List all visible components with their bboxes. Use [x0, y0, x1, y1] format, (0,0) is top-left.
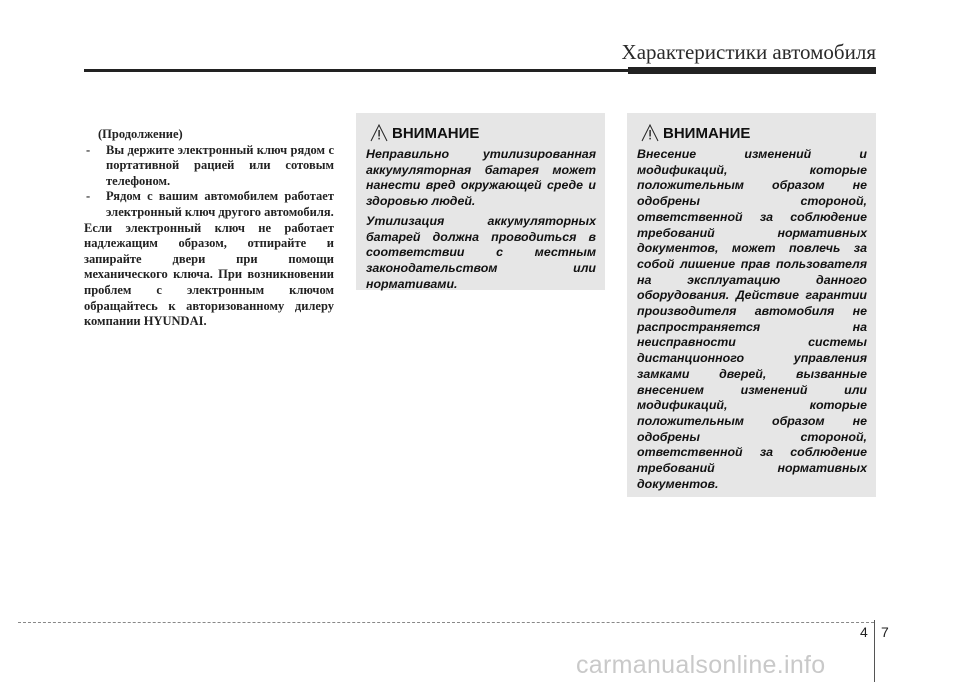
page-title: Характеристики автомобиля [621, 40, 876, 64]
left-column [84, 127, 334, 330]
warning-triangle-icon [639, 123, 661, 143]
bullet-marker: - [86, 142, 91, 157]
warning-title: ВНИМАНИЕ [663, 124, 751, 142]
bullet-marker: - [86, 189, 91, 204]
page-number-divider [874, 620, 875, 682]
bullet-text: Рядом с вашим автомобилем работает электронный ключ другого автомобиля. [106, 189, 334, 219]
warning-box-battery [356, 113, 605, 290]
watermark-text: carmanualsonline.info [576, 651, 826, 679]
warning-triangle-icon [368, 123, 390, 143]
section-number: 4 [860, 624, 868, 640]
warning-paragraph: Внесение изменений и модификаций, которые положительным образом не одобрены стороной, ответственной за соблюдение требований нормативных документов, может повлечь за собой лишение прав пользователя на эксплуатацию данного оборудования. Действие гарантии производителя автомобиля не распространяется на неисправности системы дистанционного управления замками дверей, вызванные внесением изменений или модификаций, которые положительным образом не одобрены стороной, ответственной за соблюдение требований нормативных документов. [637, 147, 867, 491]
page-number: 7 [881, 624, 889, 640]
continued-label: (Продолжение) [98, 127, 183, 141]
bullet-text: Вы держите электронный ключ рядом с портативной рацией или сотовым телефоном. [106, 142, 334, 188]
warning-header [627, 113, 876, 147]
bullet-item [84, 189, 334, 220]
bullet-item [84, 143, 334, 190]
warning-body [356, 147, 605, 292]
warning-paragraph: Утилизация аккумуляторных батарей должна проводиться в соответствии с местным законодательством или нормативами. [366, 213, 596, 291]
warning-body [627, 147, 876, 492]
warning-box-modifications [627, 113, 876, 497]
warning-header [356, 113, 605, 147]
warning-paragraph: Неправильно утилизированная аккумуляторная батарея может нанести вред окружающей среде и здоровью людей. [366, 147, 596, 209]
body-paragraph: Если электронный ключ не работает надлежащим образом, отпирайте и запирайте двери при помощи механического ключа. При возникновении проблем с электронным ключом обращайтесь к авторизованному дилеру компании HYUNDAI. [84, 220, 334, 329]
warning-title: ВНИМАНИЕ [392, 124, 480, 142]
footer-rule [18, 622, 874, 623]
header-rule-accent [628, 67, 876, 74]
